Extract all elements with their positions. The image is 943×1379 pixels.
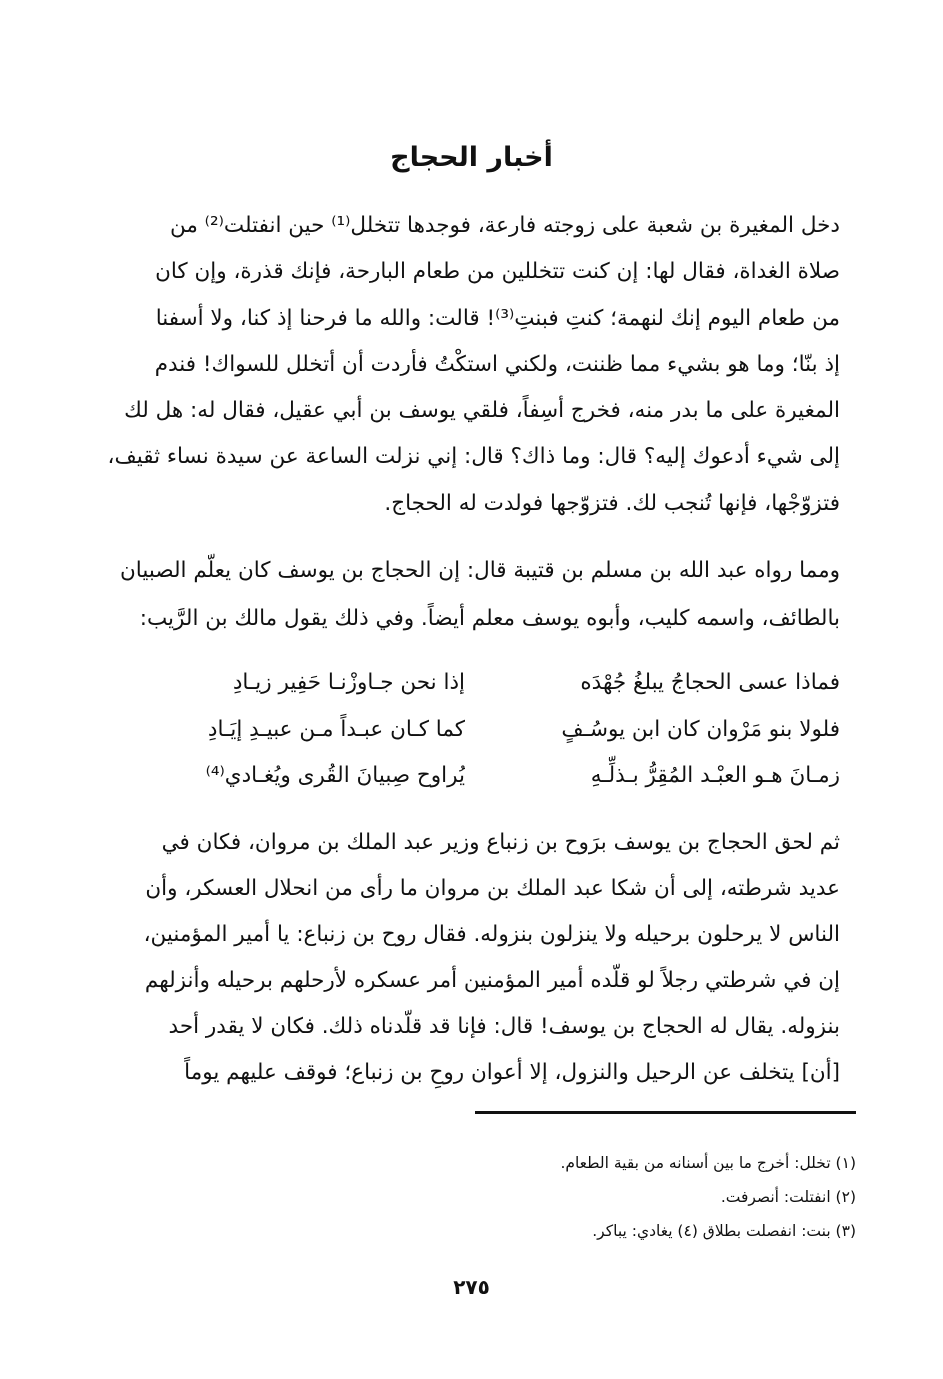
text-line: من طعام اليوم إنك لنهمة؛ كنتِ فبنتِ⁽³⁾! قالت: والله ما فرحنا إذ كنا، ولا أسفنا <box>155 305 840 331</box>
poem-verse <box>110 753 840 800</box>
text-line: ومما رواه عبد الله بن مسلم بن قتيبة قال: إن الحجاج بن يوسف كان يعلّم الصبيان <box>120 558 840 583</box>
footnote: (٢) انفتلت: أنصرفت. <box>720 1188 856 1206</box>
verse-first-hemistich: فماذا عسى الحجاجُ يبلغُ جُهْدَه <box>580 670 840 695</box>
text-line: إلى شيء أدعوك إليه؟ قال: وما ذاك؟ قال: إني نزلت الساعة عن سيدة نساء ثقيف، <box>107 444 840 470</box>
text-line: بنزوله. يقال له الحجاج بن يوسف! قال: فإنا قد قلّدناه ذلك. فكان لا يقدر أحد <box>168 1014 840 1039</box>
text-line: [أن] يتخلف عن الرحيل والنزول، إلا أعوان روحِ بن زنباع؛ فوقف عليهم يوماً <box>184 1060 840 1085</box>
text-line: المغيرة على ما بدر منه، فخرج أسِفاً، فلقي يوسف بن أبي عقيل، فقال له: هل لك <box>124 398 840 424</box>
page-number: ٢٧٥ <box>453 1275 490 1299</box>
poem <box>110 660 840 800</box>
text-line: إذ بنّا؛ وما هو بشيء مما ظننت، ولكني استكْتُ فأردت أن أتخلل للسواك! فندم <box>154 351 840 377</box>
poem-verse <box>110 707 840 754</box>
poem-verse <box>110 660 840 707</box>
text-line: فتزوّجْها، فإنها تُنجب لك. فتزوّجها فولدت له الحجاج. <box>384 490 840 516</box>
chapter-title: أخبار الحجاج <box>390 142 553 173</box>
text-line: دخل المغيرة بن شعبة على زوجته فارعة، فوجدها تتخلل⁽¹⁾ حين انفتلت⁽²⁾ من <box>169 213 840 238</box>
paragraph-1 <box>104 203 840 527</box>
text-line: ثم لحق الحجاج بن يوسف برَوح بن زنباع وزير عبد الملك بن مروان، فكان في <box>161 830 840 855</box>
text-line: عديد شرطته، إلى أن شكا عبد الملك بن مروان ما رأى من انحلال العسكر، وأن <box>145 876 840 901</box>
footnotes <box>340 1146 856 1248</box>
verse-first-hemistich: فلولا بنو مَرْوان كان ابن يوسُـفٍ <box>561 716 840 742</box>
paragraph-3 <box>104 820 840 1096</box>
paragraph-2 <box>104 547 840 642</box>
footnote: (٣) بنت: انفصلت بطلاق (٤) يغادي: يباكر. <box>592 1222 856 1240</box>
text-line: بالطائف، واسمه كليب، وأبوه يوسف معلم أيضاً. وفي ذلك يقول مالك بن الرَّيب: <box>139 605 840 631</box>
text-line: إن في شرطتي رجلاً لو قلّده أمير المؤمنين أمر عسكره لأرحلهم برحيله وأنزلهم <box>144 968 840 993</box>
verse-second-hemistich: إذا نحن جـاوزْنـا حَفِير زيـادِ <box>232 670 465 695</box>
footnote-divider <box>475 1111 856 1114</box>
text-line: صلاة الغداة، فقال لها: إن كنت تتخللين من طعام البارحة، فإنك قذرة، وإن كان <box>155 259 840 285</box>
verse-second-hemistich: كما كـان عبـداً مـن عبيـدِ إيَـادِ <box>207 716 465 742</box>
verse-second-hemistich: يُراوح صِبيانَ القُرى ويُغـادي⁽⁴⁾ <box>205 763 465 788</box>
verse-first-hemistich: زمـانَ هـو العبْـد المُقِرُّ بـذلِّـهِ <box>590 763 840 788</box>
footnote: (١) تخلل: أخرج ما بين أسنانه من بقية الطعام. <box>560 1154 856 1172</box>
text-line: الناس لا يرحلون برحيله ولا ينزلون بنزوله. فقال روح بن زنباع: يا أمير المؤمنين، <box>143 922 840 947</box>
